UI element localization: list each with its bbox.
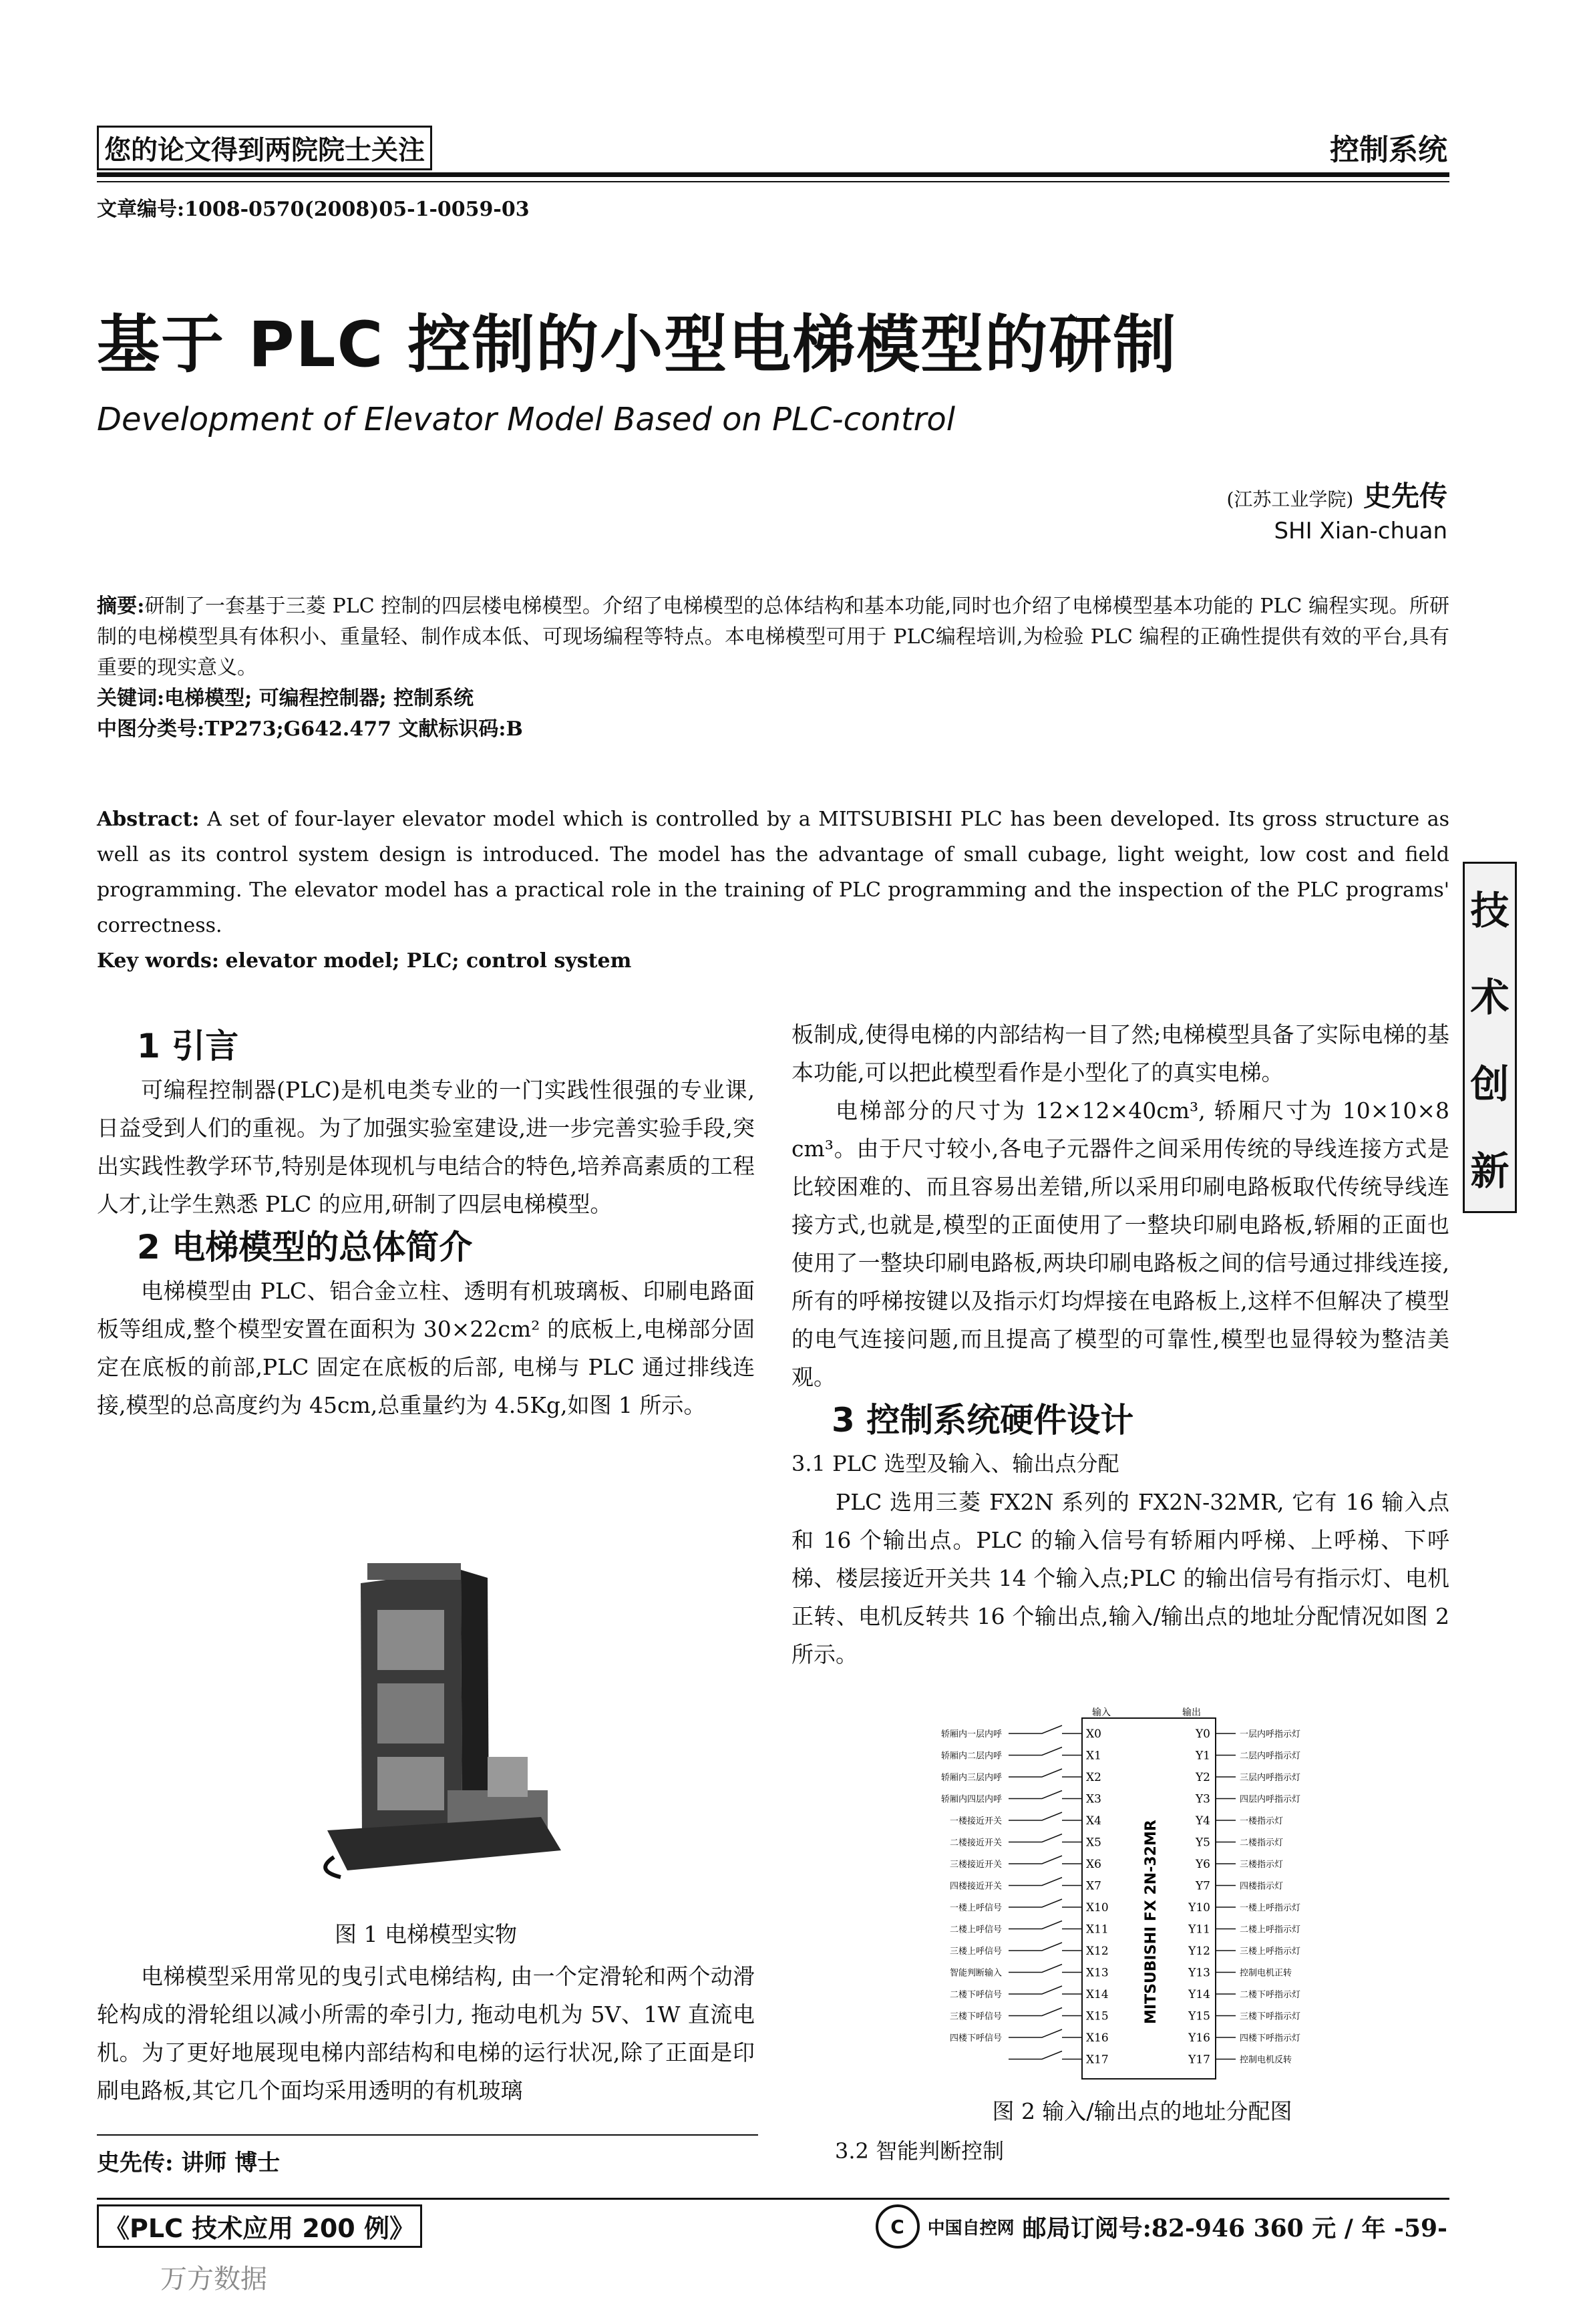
io-input-label: 四楼接近开关 — [949, 1881, 1002, 1892]
io-output-label: 三层内呼指示灯 — [1240, 1773, 1301, 1783]
left-column — [97, 1022, 755, 1424]
keywords-en-text: elevator model; PLC; control system — [225, 949, 632, 973]
io-output-address: Y17 — [1188, 2053, 1210, 2067]
footer-book-ad: 《PLC 技术应用 200 例》 — [97, 2204, 422, 2248]
io-output-address: Y1 — [1195, 1749, 1210, 1763]
side-tab-char: 新 — [1470, 1148, 1510, 1194]
io-output-label: 控制电机正转 — [1240, 1968, 1292, 1979]
io-input-address: X0 — [1086, 1727, 1101, 1741]
io-output-address: Y2 — [1195, 1771, 1210, 1784]
io-input-address: X14 — [1086, 1988, 1109, 2001]
author-affiliation: (江苏工业学院) — [1226, 488, 1354, 510]
io-input-switch — [1009, 2051, 1082, 2059]
abstract-zh-text: 研制了一套基于三菱 PLC 控制的四层楼电梯模型。介绍了电梯模型的总体结构和基本功能,同时也介绍了电梯模型基本功能的 PLC 编程实现。所研制的电梯模型具有体积小、重量轻、制作成本低、可现场编程等特点。本电梯模型可用于 PLC编程培训,为检验 PLC 编程的正确性提供有效的平台,具有重要的现实意义。 — [97, 595, 1449, 679]
io-output-label: 二楼上呼指示灯 — [1240, 1925, 1301, 1935]
io-input-switch — [1009, 1834, 1082, 1842]
io-output-label: 四楼指示灯 — [1240, 1881, 1284, 1892]
io-output-address: Y14 — [1188, 1988, 1210, 2001]
io-output-address: Y13 — [1188, 1966, 1210, 1980]
io-input-address: X12 — [1086, 1945, 1109, 1958]
figure-1-caption: 图 1 电梯模型实物 — [335, 1921, 517, 1947]
io-output-header: 输出 — [1182, 1707, 1201, 1718]
io-input-address: X2 — [1086, 1771, 1101, 1784]
keywords-zh — [97, 683, 1449, 714]
io-input-label: 二楼下呼信号 — [949, 1990, 1002, 2000]
io-output-address: Y0 — [1195, 1727, 1210, 1741]
header-rule-thin — [97, 181, 1449, 182]
author-line — [1227, 474, 1448, 514]
abstract-zh-body — [97, 591, 1449, 683]
io-input-label: 轿厢内一层内呼 — [940, 1729, 1002, 1739]
abstract-zh — [97, 591, 1449, 745]
io-input-header: 输入 — [1092, 1707, 1111, 1718]
footer-rule — [97, 2198, 1449, 2200]
io-input-address: X6 — [1086, 1858, 1101, 1871]
section-3-2-title: 3.2 智能判断控制 — [835, 2138, 1005, 2164]
io-input-label: 一楼接近开关 — [949, 1816, 1002, 1826]
right-column — [791, 1015, 1449, 1673]
io-input-switch — [1009, 1878, 1082, 1886]
footer-subscription — [876, 2204, 1447, 2249]
abstract-en-label: Abstract: — [97, 808, 200, 831]
elevator-photo — [287, 1536, 568, 1884]
io-input-switch — [1009, 1943, 1082, 1951]
io-input-switch — [1009, 1856, 1082, 1864]
io-input-address: X4 — [1086, 1814, 1101, 1828]
abstract-zh-label: 摘要: — [97, 595, 145, 618]
io-input-label: 二楼上呼信号 — [949, 1925, 1002, 1935]
classification — [97, 714, 1449, 745]
io-output-label: 二楼下呼指示灯 — [1240, 1990, 1301, 2000]
io-input-label: 四楼下呼信号 — [949, 2033, 1002, 2043]
publisher-name: 中国自控网 — [927, 2218, 1015, 2238]
side-tab-char: 技 — [1470, 888, 1510, 933]
io-output-address: Y10 — [1188, 1901, 1210, 1915]
io-input-switch — [1009, 1965, 1082, 1973]
io-output-address: Y5 — [1195, 1836, 1210, 1850]
left-column-continued — [97, 1957, 755, 2110]
author-name-en: SHI Xian-chuan — [1274, 518, 1447, 544]
footer-page-info: 邮局订阅号:82-946 360 元 / 年 -59- — [1022, 2214, 1447, 2243]
io-output-label: 一楼上呼指示灯 — [1240, 1903, 1301, 1913]
io-input-address: X17 — [1086, 2053, 1109, 2067]
io-output-address: Y11 — [1188, 1923, 1210, 1937]
article-number: 文章编号:1008-0570(2008)05-1-0059-03 — [97, 198, 530, 221]
io-input-label: 三楼上呼信号 — [949, 1947, 1002, 1957]
plc-model-label: MITSUBISHI FX 2N-32MR — [1143, 1820, 1160, 2024]
io-output-address: Y16 — [1188, 2031, 1210, 2045]
io-output-address: Y7 — [1195, 1879, 1210, 1893]
io-input-label: 三楼接近开关 — [949, 1860, 1002, 1870]
keywords-en — [97, 943, 1449, 979]
io-input-switch — [1009, 1812, 1082, 1820]
publisher-logo-icon: C — [876, 2204, 920, 2249]
section-2-title: 2 电梯模型的总体简介 — [137, 1228, 473, 1267]
io-output-label: 三楼下呼指示灯 — [1240, 2011, 1301, 2022]
author-name-zh: 史先传 — [1363, 480, 1447, 512]
io-input-switch — [1009, 1748, 1082, 1756]
io-output-label: 一层内呼指示灯 — [1240, 1729, 1301, 1739]
io-input-switch — [1009, 1899, 1082, 1907]
io-output-label: 一楼指示灯 — [1240, 1816, 1284, 1826]
io-input-address: X13 — [1086, 1966, 1109, 1980]
io-input-switch — [1009, 2008, 1082, 2016]
io-output-address: Y3 — [1195, 1792, 1210, 1806]
io-input-label: 三楼下呼信号 — [949, 2011, 1002, 2022]
io-output-address: Y4 — [1195, 1814, 1210, 1828]
keywords-zh-text: 电梯模型; 可编程控制器; 控制系统 — [164, 687, 474, 710]
classification-label: 中图分类号: — [97, 717, 205, 741]
io-input-label: 轿厢内三层内呼 — [940, 1773, 1002, 1783]
section-2-para-2: 电梯模型采用常见的曳引式电梯结构, 由一个定滑轮和两个动滑轮构成的滑轮组以减小所需的牵引力, 拖动电机为 5V、1W 直流电机。为了更好地展现电梯内部结构和电梯的运行状况,除了正面是印刷电路板,其它几个面均采用透明的有机玻璃 — [97, 1963, 755, 2104]
io-input-label: 轿厢内四层内呼 — [940, 1794, 1002, 1805]
side-tab-char: 创 — [1470, 1061, 1510, 1107]
section-3-1-para: PLC 选用三菱 FX2N 系列的 FX2N-32MR, 它有 16 输入点和 16 个输出点。PLC 的输入信号有轿厢内呼梯、上呼梯、下呼梯、楼层接近开关共 14 个输入点;PLC 的输出信号有指示灯、电机正转、电机反转共 16 个输出点,输入/输出点的地址分配情况如图 2 所示。 — [791, 1489, 1449, 1667]
io-input-address: X10 — [1086, 1901, 1109, 1915]
io-input-address: X11 — [1086, 1923, 1109, 1937]
io-input-switch — [1009, 1986, 1082, 1994]
section-1-para: 可编程控制器(PLC)是机电类专业的一门实践性很强的专业课,日益受到人们的重视。为了加强实验室建设,进一步完善实验手段,突出实践性教学环节,特别是体现机与电结合的特色,培养高素质的工程人才,让学生熟悉 PLC 的应用,研制了四层电梯模型。 — [97, 1077, 755, 1217]
abstract-en-text: A set of four-layer elevator model which is controlled by a MITSUBISHI PLC has been developed. Its gross structure as well as its control system design is introduced. The model has the advantage of small cubage, light weight, low cost and field programming. The elevator model has a practical role in the training of PLC programming and the inspection of the PLC programs' correctness. — [97, 808, 1449, 937]
io-input-label: 一楼上呼信号 — [949, 1903, 1002, 1913]
author-footnote: 史先传: 讲师 博士 — [97, 2150, 281, 2176]
title-chinese: 基于 PLC 控制的小型电梯模型的研制 — [97, 309, 1178, 381]
right-para-continued: 板制成,使得电梯的内部结构一目了然;电梯模型具备了实际电梯的基本功能,可以把此模型看作是小型化了的真实电梯。 — [791, 1021, 1449, 1086]
io-input-address: X16 — [1086, 2031, 1109, 2045]
io-output-label: 四楼下呼指示灯 — [1240, 2033, 1301, 2043]
io-output-address: Y15 — [1188, 2009, 1210, 2023]
io-output-address: Y6 — [1195, 1858, 1210, 1871]
abstract-en-body — [97, 802, 1449, 943]
header-rule — [97, 172, 1449, 177]
io-input-address: X15 — [1086, 2009, 1109, 2023]
title-english: Development of Elevator Model Based on PLC-control — [97, 401, 956, 438]
section-label: 控制系统 — [1330, 133, 1447, 167]
io-output-address: Y12 — [1188, 1945, 1210, 1958]
io-input-label: 二楼接近开关 — [949, 1838, 1002, 1848]
io-output-label: 控制电机反转 — [1240, 2055, 1292, 2065]
io-output-label: 二层内呼指示灯 — [1240, 1751, 1301, 1762]
io-output-label: 二楼指示灯 — [1240, 1838, 1284, 1848]
keywords-zh-label: 关键词: — [97, 687, 165, 710]
footnote-rule — [97, 2134, 758, 2136]
watermark: 万方数据 — [160, 2264, 267, 2295]
figure-2-caption: 图 2 输入/输出点的地址分配图 — [992, 2098, 1292, 2124]
io-input-address: X7 — [1086, 1879, 1101, 1893]
io-input-address: X5 — [1086, 1836, 1101, 1850]
io-input-label: 轿厢内二层内呼 — [940, 1751, 1002, 1762]
io-input-address: X3 — [1086, 1792, 1101, 1806]
io-address-diagram — [908, 1703, 1376, 2084]
journal-slogan-box: 您的论文得到两院院士关注 — [97, 126, 432, 170]
classification-text: TP273;G642.477 文献标识码:B — [204, 717, 523, 741]
io-input-label: 智能判断输入 — [949, 1968, 1002, 1979]
io-input-switch — [1009, 1725, 1082, 1733]
side-tab-char: 术 — [1470, 975, 1510, 1020]
section-3-1-title: 3.1 PLC 选型及输入、输出点分配 — [791, 1451, 1119, 1476]
right-para-2: 电梯部分的尺寸为 12×12×40cm³, 轿厢尺寸为 10×10×8 cm³。由于尺寸较小,各电子元器件之间采用传统的导线连接方式是比较困难的、而且容易出差错,所以采用印刷电路板取代传统导线连接方式,也就是,模型的正面使用了一整块印刷电路板,轿厢的正面也使用了一整块印刷电路板,两块印刷电路板之间的信号通过排线连接,所有的呼梯按键以及指示灯均焊接在电路板上,这样不但解决了模型的电气连接问题,而且提高了模型的可靠性,模型也显得较为整洁美观。 — [791, 1098, 1449, 1390]
section-1-title: 1 引言 — [137, 1027, 239, 1065]
abstract-en — [97, 802, 1449, 979]
io-input-switch — [1009, 1769, 1082, 1777]
io-output-label: 三楼指示灯 — [1240, 1860, 1284, 1870]
io-output-label: 四层内呼指示灯 — [1240, 1794, 1301, 1805]
side-tab-innovation — [1463, 862, 1517, 1213]
io-input-address: X1 — [1086, 1749, 1101, 1763]
io-input-switch — [1009, 1921, 1082, 1929]
section-3-title: 3 控制系统硬件设计 — [832, 1401, 1134, 1440]
section-2-para-1: 电梯模型由 PLC、铝合金立柱、透明有机玻璃板、印刷电路面板等组成,整个模型安置在面积为 30×22cm² 的底板上,电梯部分固定在底板的前部,PLC 固定在底板的后部, 电梯与 PLC 通过排线连接,模型的总高度约为 45cm,总重量约为 4.5Kg,如图 1 所示。 — [97, 1278, 755, 1418]
io-input-switch — [1009, 1791, 1082, 1799]
io-input-switch — [1009, 2029, 1082, 2037]
io-output-label: 三楼上呼指示灯 — [1240, 1947, 1301, 1957]
keywords-en-label: Key words: — [97, 949, 219, 973]
